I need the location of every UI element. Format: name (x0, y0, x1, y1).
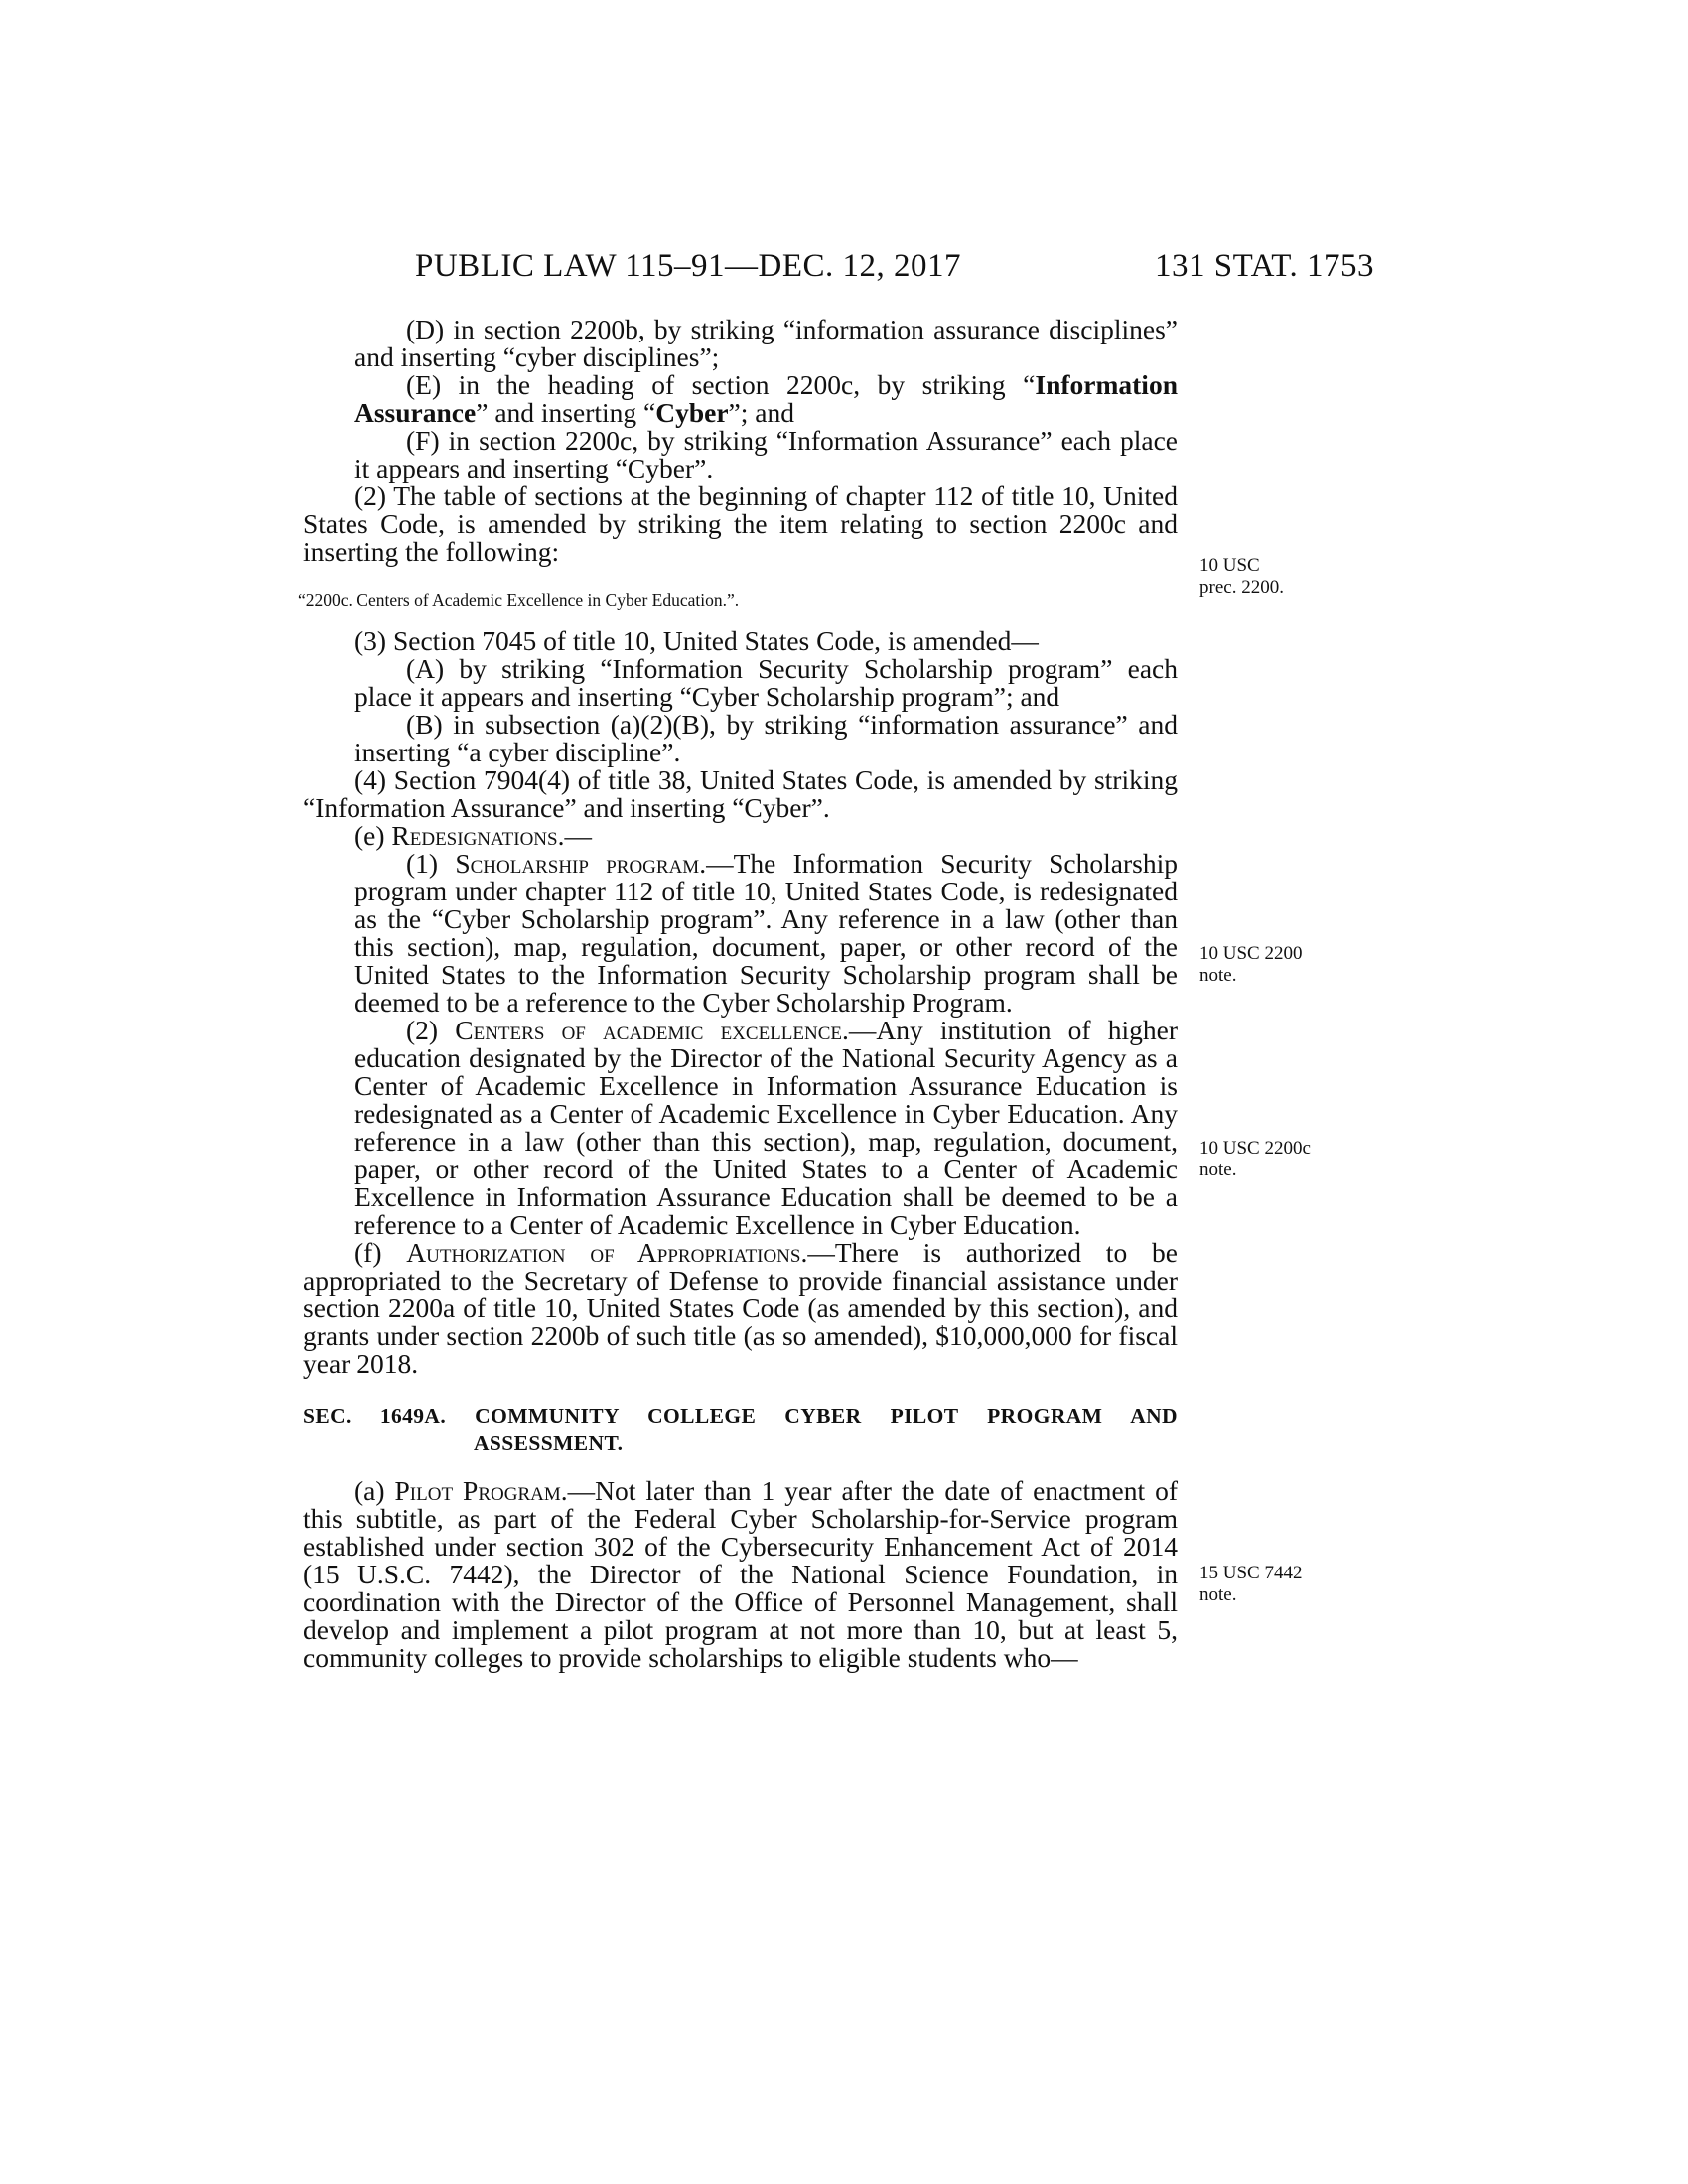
paragraph-4: (4) Section 7904(4) of title 38, United States Code, is amended by striking “Information Assurance” and inserting “Cyber”. (303, 764, 1178, 823)
subsection-f: (f) Authorization of Appropriations.—There is authorized to be appropriated to the Secretary of Defense to provide financial assistance under section 2200a of title 10, United States Code (as amended by this section), and grants under section 2200b of such title (as so amended), $10,000,000 for fiscal year 2018. (303, 1237, 1178, 1379)
public-law-citation: PUBLIC LAW 115–91—DEC. 12, 2017 (415, 248, 962, 284)
subsection-a: (a) Pilot Program.—Not later than 1 year after the date of enactment of this subtitle, as part of the Federal Cyber Scholarship-for-Service program established under section 302 of the Cybersecurity Enhancement Act of 2014 (15 U.S.C. 7442), the Director of the National Science Foundation, in coordination with the Director of the Office of Personnel Management, shall develop and implement a pilot program at not more than 10, but at least 5, community colleges to provide scholarships to eligible students who— (303, 1475, 1178, 1673)
clause-e: (E) in the heading of section 2200c, by striking “Information Assurance” and inserting “Cyber”; and (354, 369, 1178, 428)
statute-text (298, 314, 1178, 1673)
section-heading: SEC. 1649A. COMMUNITY COLLEGE CYBER PILOT PROGRAM AND ASSESSMENT. (303, 1404, 1178, 1455)
statute-page-number: 131 STAT. 1753 (1154, 248, 1374, 284)
subsection-e-1: (1) Scholarship program.—The Information Security Scholarship program under chapter 112 of title 10, United States Code, is redesignated as the “Cyber Scholarship program”. Any reference in a law (other than this section), map, regulation, document, paper, or other record of the United States to the Information Security Scholarship program shall be deemed to be a reference to the Cyber Scholarship Program. (354, 848, 1178, 1018)
paragraph-3: (3) Section 7045 of title 10, United States Code, is amended— (354, 625, 1039, 656)
margin-note: 15 USC 7442 note. (1199, 1563, 1303, 1605)
bold-cyber: Cyber (655, 397, 729, 428)
paragraph-2: (2) The table of sections at the beginning of chapter 112 of title 10, United States Code, is amended by striking the item relating to section 2200c and inserting the following: (303, 480, 1178, 567)
margin-note: 10 USC 2200 note. (1199, 943, 1303, 986)
subparagraph-3b: (B) in subsection (a)(2)(B), by striking “information assurance” and inserting “a cyber discipline”. (354, 709, 1178, 767)
clause-d: (D) in section 2200b, by striking “information assurance disciplines” and inserting “cyber disciplines”; (354, 314, 1178, 372)
margin-note: 10 USC prec. 2200. (1199, 555, 1284, 598)
bold-information-assurance: Information Assurance (354, 369, 1178, 428)
subparagraph-3a: (A) by striking “Information Security Scholarship program” each place it appears and inserting “Cyber Scholarship program”; and (354, 653, 1178, 712)
table-of-sections-item: “2200c. Centers of Academic Excellence in Cyber Education.”. (298, 590, 740, 610)
margin-note: 10 USC 2200c note. (1199, 1138, 1311, 1180)
subsection-e-2: (2) Centers of academic excellence.—Any institution of higher education designated by the Director of the National Security Agency as a Center of Academic Excellence in Information Assurance Education is redesignated as a Center of Academic Excellence in Cyber Education. Any reference in a law (other than this section), map, regulation, document, paper, or other record of the United States to a Center of Academic Excellence in Information Assurance Education shall be deemed to be a reference to a Center of Academic Excellence in Cyber Education. (354, 1015, 1178, 1240)
subsection-e-heading: (e) Redesignations.— (354, 820, 592, 851)
clause-f: (F) in section 2200c, by striking “Information Assurance” each place it appears and inserting “Cyber”. (354, 425, 1178, 483)
page-header (415, 248, 1374, 288)
